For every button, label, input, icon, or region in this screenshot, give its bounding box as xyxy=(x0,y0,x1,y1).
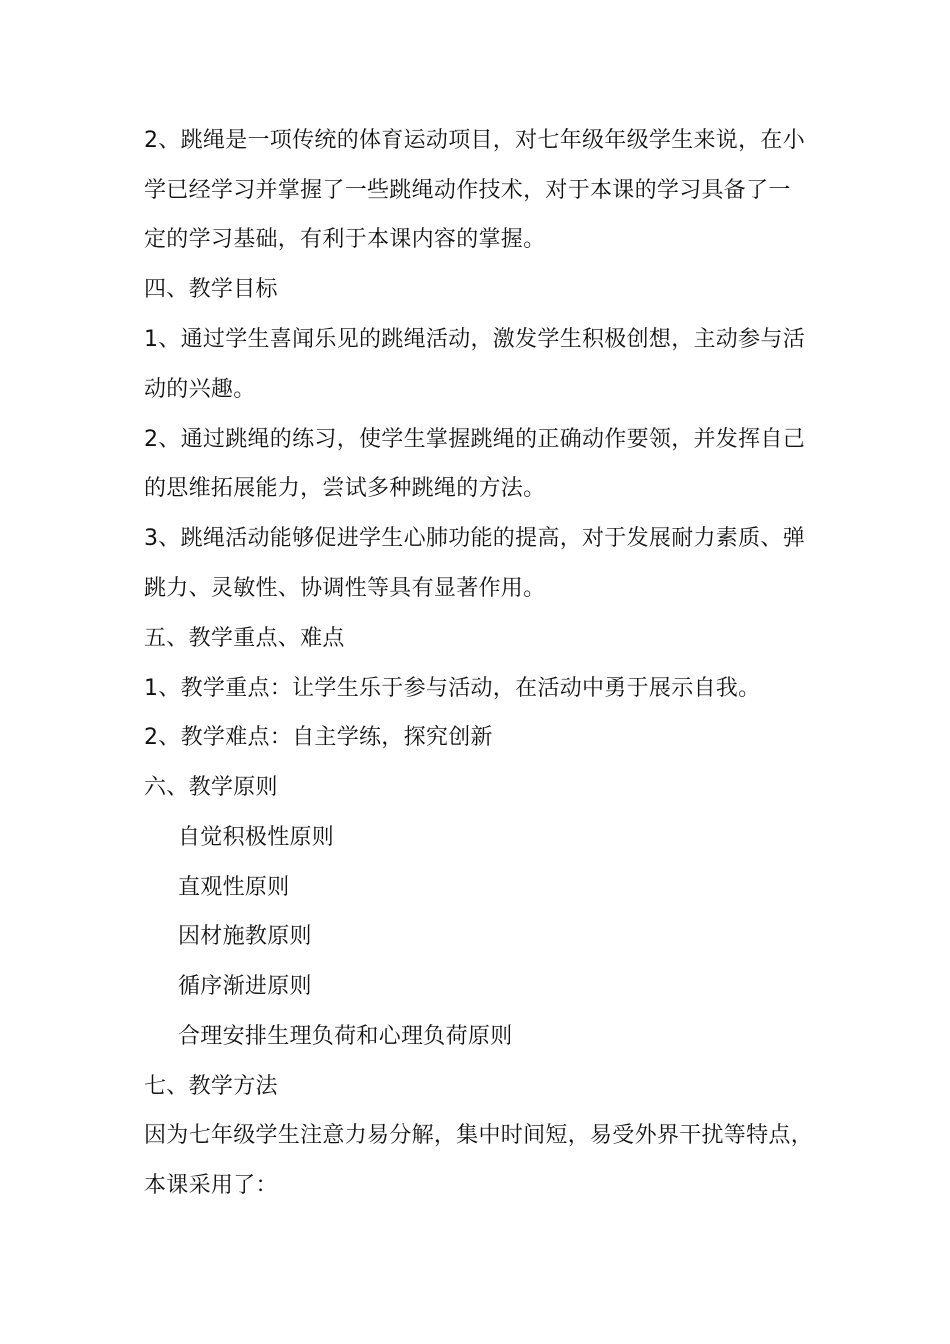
paragraph-line: 1、教学重点：让学生乐于参与活动，在活动中勇于展示自我。 xyxy=(144,676,761,701)
principle-item: 因材施教原则 xyxy=(178,924,312,949)
paragraph-line: 3、跳绳活动能够促进学生心肺功能的提高，对于发展耐力素质、弹 xyxy=(144,526,805,551)
paragraph-line: 2、跳绳是一项传统的体育运动项目，对七年级年级学生来说，在小 xyxy=(144,128,805,153)
paragraph-line: 1、通过学生喜闻乐见的跳绳活动，激发学生积极创想，主动参与活 xyxy=(144,327,805,352)
paragraph-line: 的思维拓展能力，尝试多种跳绳的方法。 xyxy=(144,476,546,501)
paragraph-line: 动的兴趣。 xyxy=(144,377,256,402)
paragraph-line: 定的学习基础，有利于本课内容的掌握。 xyxy=(144,227,546,252)
principle-item: 循序渐进原则 xyxy=(178,974,312,999)
section-heading: 六、教学原则 xyxy=(144,775,278,800)
paragraph-line: 本课采用了： xyxy=(144,1173,278,1198)
section-heading: 四、教学目标 xyxy=(144,277,278,302)
principle-item: 合理安排生理负荷和心理负荷原则 xyxy=(178,1024,513,1049)
paragraph-line: 学已经学习并掌握了一些跳绳动作技术，对于本课的学习具备了一 xyxy=(144,178,791,203)
paragraph-line: 跳力、灵敏性、协调性等具有显著作用。 xyxy=(144,576,546,601)
section-heading: 七、教学方法 xyxy=(144,1074,278,1099)
paragraph-line: 2、通过跳绳的练习，使学生掌握跳绳的正确动作要领，并发挥自己 xyxy=(144,427,805,452)
principle-item: 自觉积极性原则 xyxy=(178,825,335,850)
paragraph-line: 2、教学难点：自主学练，探究创新 xyxy=(144,725,493,750)
section-heading: 五、教学重点、难点 xyxy=(144,626,345,651)
principle-item: 直观性原则 xyxy=(178,875,290,900)
paragraph-line: 因为七年级学生注意力易分解，集中时间短，易受外界干扰等特点， xyxy=(144,1123,814,1148)
